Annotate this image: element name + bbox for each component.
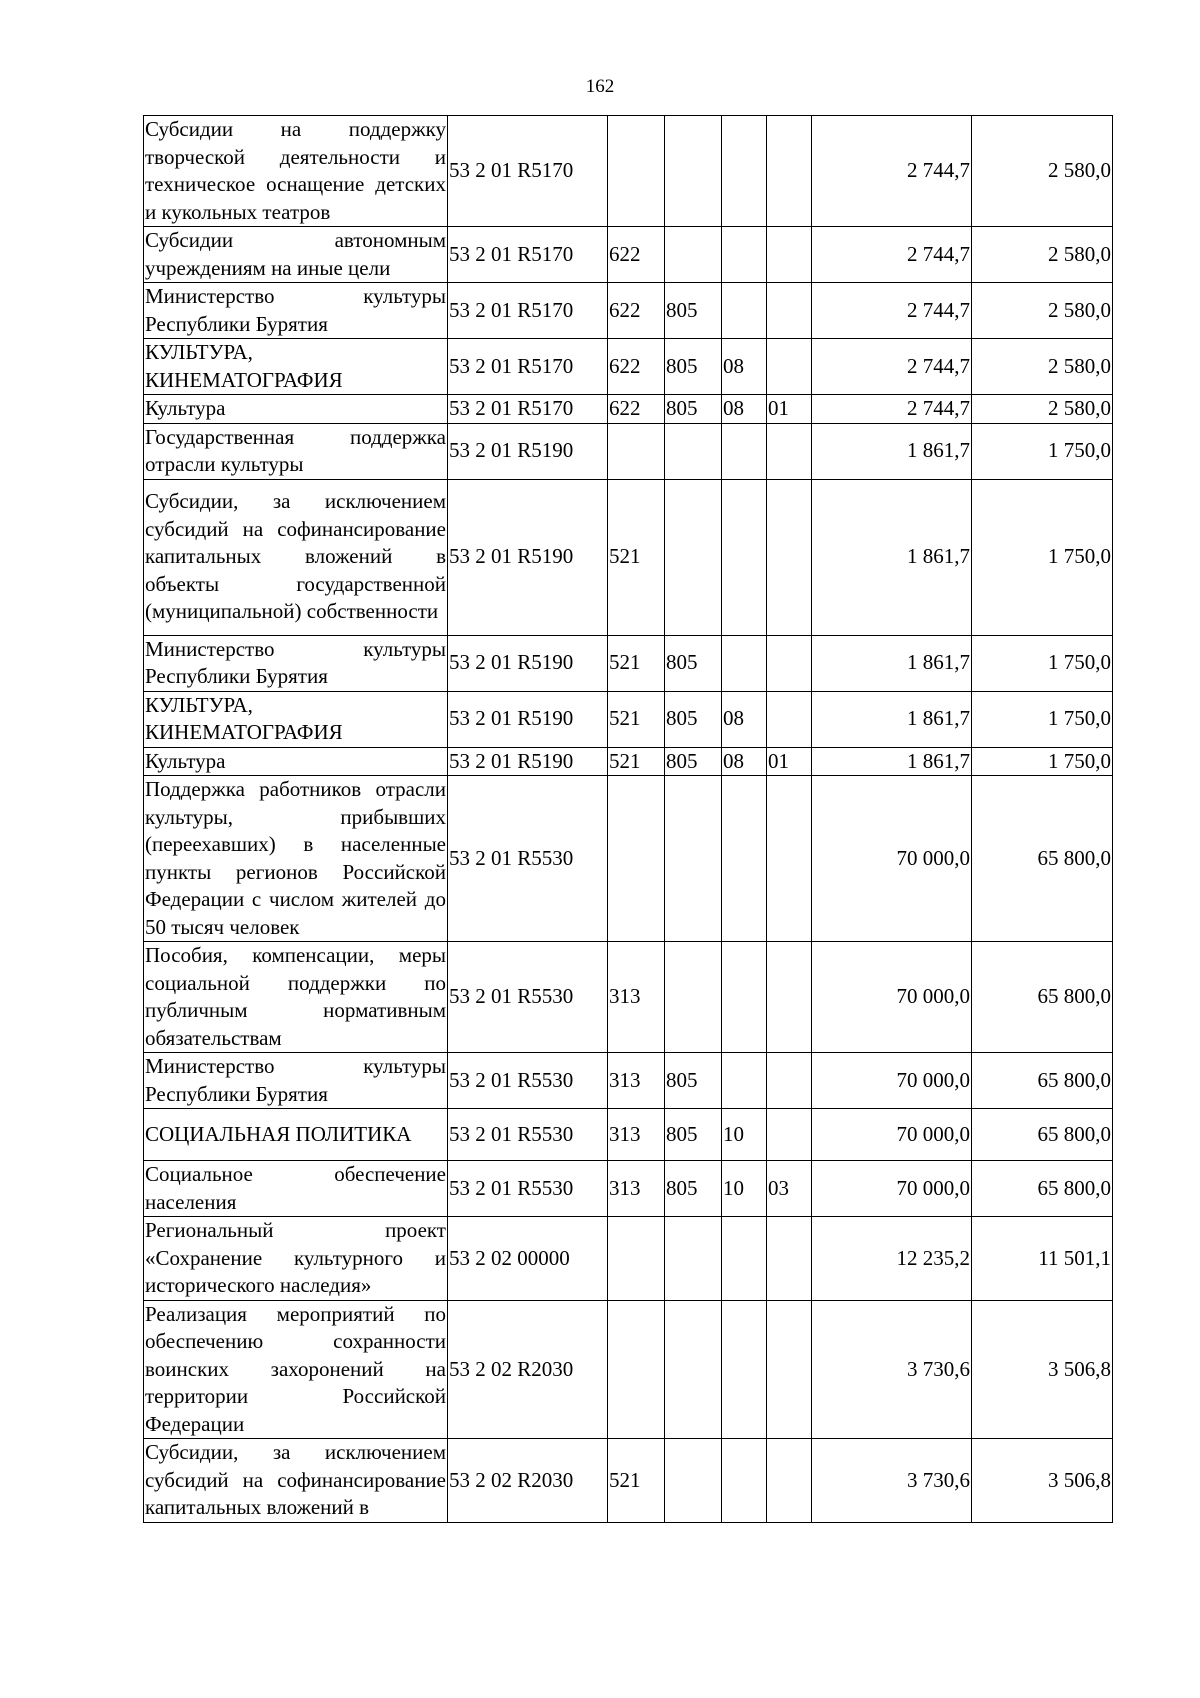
sum-year-1-cell: 1 861,7 <box>812 691 972 747</box>
row-name-cell: Культура <box>144 395 448 424</box>
sum-year-2-cell: 65 800,0 <box>972 1109 1113 1161</box>
table-row <box>144 1439 1113 1523</box>
subsection-cell <box>767 423 812 479</box>
subsection-cell <box>767 116 812 227</box>
row-name-cell: Субсидии, за исключением субсидий на софинансирование капитальных вложений в объекты государственной (муниципальной) собственности <box>144 479 448 635</box>
target-article-cell: 53 2 01 R5170 <box>448 116 608 227</box>
subsection-cell <box>767 283 812 339</box>
expense-type-cell: 313 <box>608 1109 665 1161</box>
expense-type-cell: 622 <box>608 339 665 395</box>
subsection-cell <box>767 691 812 747</box>
ministry-code-cell: 805 <box>665 635 722 691</box>
section-cell <box>722 1439 767 1523</box>
section-cell <box>722 283 767 339</box>
target-article-cell: 53 2 01 R5530 <box>448 1161 608 1217</box>
sum-year-1-cell: 2 744,7 <box>812 395 972 424</box>
table-row <box>144 1109 1113 1161</box>
table-row <box>144 227 1113 283</box>
row-name-cell: Субсидии, за исключением субсидий на софинансирование капитальных вложений в <box>144 1439 448 1523</box>
ministry-code-cell: 805 <box>665 691 722 747</box>
sum-year-2-cell: 1 750,0 <box>972 691 1113 747</box>
expense-type-cell: 521 <box>608 1439 665 1523</box>
table-row <box>144 1217 1113 1301</box>
target-article-cell: 53 2 01 R5190 <box>448 635 608 691</box>
ministry-code-cell <box>665 423 722 479</box>
target-article-cell: 53 2 02 R2030 <box>448 1439 608 1523</box>
subsection-cell: 03 <box>767 1161 812 1217</box>
expense-type-cell: 622 <box>608 283 665 339</box>
target-article-cell: 53 2 01 R5530 <box>448 1109 608 1161</box>
budget-table <box>143 115 1113 1523</box>
row-name-cell: Социальное обеспечение населения <box>144 1161 448 1217</box>
subsection-cell <box>767 479 812 635</box>
subsection-cell <box>767 776 812 942</box>
row-name-cell: Субсидии автономным учреждениям на иные цели <box>144 227 448 283</box>
expense-type-cell <box>608 1217 665 1301</box>
subsection-cell <box>767 1109 812 1161</box>
target-article-cell: 53 2 01 R5190 <box>448 479 608 635</box>
section-cell: 08 <box>722 395 767 424</box>
sum-year-1-cell: 70 000,0 <box>812 942 972 1053</box>
section-cell <box>722 1053 767 1109</box>
section-cell: 08 <box>722 747 767 776</box>
ministry-code-cell: 805 <box>665 1109 722 1161</box>
target-article-cell: 53 2 02 00000 <box>448 1217 608 1301</box>
table-row <box>144 1161 1113 1217</box>
sum-year-2-cell: 65 800,0 <box>972 1053 1113 1109</box>
target-article-cell: 53 2 01 R5530 <box>448 942 608 1053</box>
sum-year-2-cell: 3 506,8 <box>972 1300 1113 1439</box>
expense-type-cell: 622 <box>608 395 665 424</box>
target-article-cell: 53 2 01 R5190 <box>448 691 608 747</box>
sum-year-2-cell: 2 580,0 <box>972 227 1113 283</box>
target-article-cell: 53 2 01 R5170 <box>448 395 608 424</box>
subsection-cell <box>767 1300 812 1439</box>
section-cell <box>722 116 767 227</box>
sum-year-2-cell: 1 750,0 <box>972 479 1113 635</box>
table-row <box>144 479 1113 635</box>
ministry-code-cell <box>665 942 722 1053</box>
ministry-code-cell <box>665 1217 722 1301</box>
table-row <box>144 942 1113 1053</box>
table-row <box>144 283 1113 339</box>
ministry-code-cell: 805 <box>665 339 722 395</box>
row-name-cell: КУЛЬТУРА, КИНЕМАТОГРАФИЯ <box>144 339 448 395</box>
row-name-cell: Субсидии на поддержку творческой деятельности и техническое оснащение детских и кукольных театров <box>144 116 448 227</box>
section-cell: 10 <box>722 1161 767 1217</box>
sum-year-2-cell: 2 580,0 <box>972 116 1113 227</box>
target-article-cell: 53 2 01 R5170 <box>448 227 608 283</box>
subsection-cell <box>767 1053 812 1109</box>
sum-year-2-cell: 65 800,0 <box>972 942 1113 1053</box>
section-cell: 10 <box>722 1109 767 1161</box>
sum-year-1-cell: 2 744,7 <box>812 227 972 283</box>
section-cell <box>722 635 767 691</box>
sum-year-2-cell: 65 800,0 <box>972 1161 1113 1217</box>
table-row <box>144 116 1113 227</box>
subsection-cell <box>767 1217 812 1301</box>
sum-year-1-cell: 70 000,0 <box>812 776 972 942</box>
ministry-code-cell <box>665 479 722 635</box>
row-name-cell: Культура <box>144 747 448 776</box>
section-cell <box>722 776 767 942</box>
sum-year-2-cell: 2 580,0 <box>972 283 1113 339</box>
expense-type-cell: 313 <box>608 942 665 1053</box>
sum-year-2-cell: 2 580,0 <box>972 339 1113 395</box>
ministry-code-cell: 805 <box>665 1161 722 1217</box>
target-article-cell: 53 2 01 R5170 <box>448 339 608 395</box>
target-article-cell: 53 2 01 R5170 <box>448 283 608 339</box>
section-cell: 08 <box>722 691 767 747</box>
row-name-cell: Министерство культуры Республики Бурятия <box>144 1053 448 1109</box>
sum-year-1-cell: 70 000,0 <box>812 1161 972 1217</box>
sum-year-1-cell: 70 000,0 <box>812 1109 972 1161</box>
sum-year-2-cell: 1 750,0 <box>972 635 1113 691</box>
row-name-cell: СОЦИАЛЬНАЯ ПОЛИТИКА <box>144 1109 448 1161</box>
sum-year-2-cell: 2 580,0 <box>972 395 1113 424</box>
sum-year-1-cell: 2 744,7 <box>812 283 972 339</box>
row-name-cell: Реализация мероприятий по обеспечению сохранности воинских захоронений на территории Российской Федерации <box>144 1300 448 1439</box>
table-row <box>144 635 1113 691</box>
row-name-cell: Государственная поддержка отрасли культуры <box>144 423 448 479</box>
sum-year-1-cell: 70 000,0 <box>812 1053 972 1109</box>
section-cell <box>722 1300 767 1439</box>
row-name-cell: КУЛЬТУРА, КИНЕМАТОГРАФИЯ <box>144 691 448 747</box>
table-row <box>144 691 1113 747</box>
row-name-cell: Региональный проект «Сохранение культурного и исторического наследия» <box>144 1217 448 1301</box>
expense-type-cell: 313 <box>608 1053 665 1109</box>
ministry-code-cell: 805 <box>665 1053 722 1109</box>
table-row <box>144 776 1113 942</box>
sum-year-1-cell: 1 861,7 <box>812 423 972 479</box>
target-article-cell: 53 2 02 R2030 <box>448 1300 608 1439</box>
ministry-code-cell: 805 <box>665 747 722 776</box>
section-cell: 08 <box>722 339 767 395</box>
table-row <box>144 423 1113 479</box>
subsection-cell <box>767 339 812 395</box>
row-name-cell: Пособия, компенсации, меры социальной поддержки по публичным нормативным обязательствам <box>144 942 448 1053</box>
target-article-cell: 53 2 01 R5530 <box>448 1053 608 1109</box>
expense-type-cell: 521 <box>608 635 665 691</box>
table-row <box>144 747 1113 776</box>
table-row <box>144 1053 1113 1109</box>
sum-year-2-cell: 65 800,0 <box>972 776 1113 942</box>
row-name-cell: Министерство культуры Республики Бурятия <box>144 635 448 691</box>
ministry-code-cell <box>665 776 722 942</box>
sum-year-2-cell: 1 750,0 <box>972 423 1113 479</box>
table-row <box>144 339 1113 395</box>
ministry-code-cell <box>665 1300 722 1439</box>
sum-year-1-cell: 2 744,7 <box>812 116 972 227</box>
expense-type-cell <box>608 1300 665 1439</box>
table-row <box>144 395 1113 424</box>
ministry-code-cell: 805 <box>665 283 722 339</box>
target-article-cell: 53 2 01 R5190 <box>448 747 608 776</box>
row-name-cell: Министерство культуры Республики Бурятия <box>144 283 448 339</box>
subsection-cell <box>767 942 812 1053</box>
subsection-cell <box>767 1439 812 1523</box>
ministry-code-cell <box>665 227 722 283</box>
ministry-code-cell <box>665 116 722 227</box>
subsection-cell: 01 <box>767 395 812 424</box>
subsection-cell <box>767 635 812 691</box>
expense-type-cell <box>608 423 665 479</box>
sum-year-1-cell: 3 730,6 <box>812 1300 972 1439</box>
sum-year-1-cell: 3 730,6 <box>812 1439 972 1523</box>
subsection-cell: 01 <box>767 747 812 776</box>
expense-type-cell <box>608 776 665 942</box>
expense-type-cell <box>608 116 665 227</box>
ministry-code-cell: 805 <box>665 395 722 424</box>
section-cell <box>722 227 767 283</box>
table-body <box>144 116 1113 1523</box>
sum-year-2-cell: 11 501,1 <box>972 1217 1113 1301</box>
row-name-cell: Поддержка работников отрасли культуры, прибывших (переехавших) в населенные пункты регионов Российской Федерации с числом жителей до 50 тысяч человек <box>144 776 448 942</box>
target-article-cell: 53 2 01 R5530 <box>448 776 608 942</box>
ministry-code-cell <box>665 1439 722 1523</box>
table-row <box>144 1300 1113 1439</box>
sum-year-1-cell: 1 861,7 <box>812 747 972 776</box>
section-cell <box>722 423 767 479</box>
section-cell <box>722 479 767 635</box>
expense-type-cell: 521 <box>608 479 665 635</box>
sum-year-1-cell: 12 235,2 <box>812 1217 972 1301</box>
sum-year-1-cell: 1 861,7 <box>812 635 972 691</box>
sum-year-1-cell: 1 861,7 <box>812 479 972 635</box>
page-number: 162 <box>585 76 615 97</box>
section-cell <box>722 1217 767 1301</box>
sum-year-2-cell: 1 750,0 <box>972 747 1113 776</box>
section-cell <box>722 942 767 1053</box>
expense-type-cell: 521 <box>608 691 665 747</box>
sum-year-2-cell: 3 506,8 <box>972 1439 1113 1523</box>
sum-year-1-cell: 2 744,7 <box>812 339 972 395</box>
expense-type-cell: 521 <box>608 747 665 776</box>
expense-type-cell: 313 <box>608 1161 665 1217</box>
target-article-cell: 53 2 01 R5190 <box>448 423 608 479</box>
expense-type-cell: 622 <box>608 227 665 283</box>
subsection-cell <box>767 227 812 283</box>
